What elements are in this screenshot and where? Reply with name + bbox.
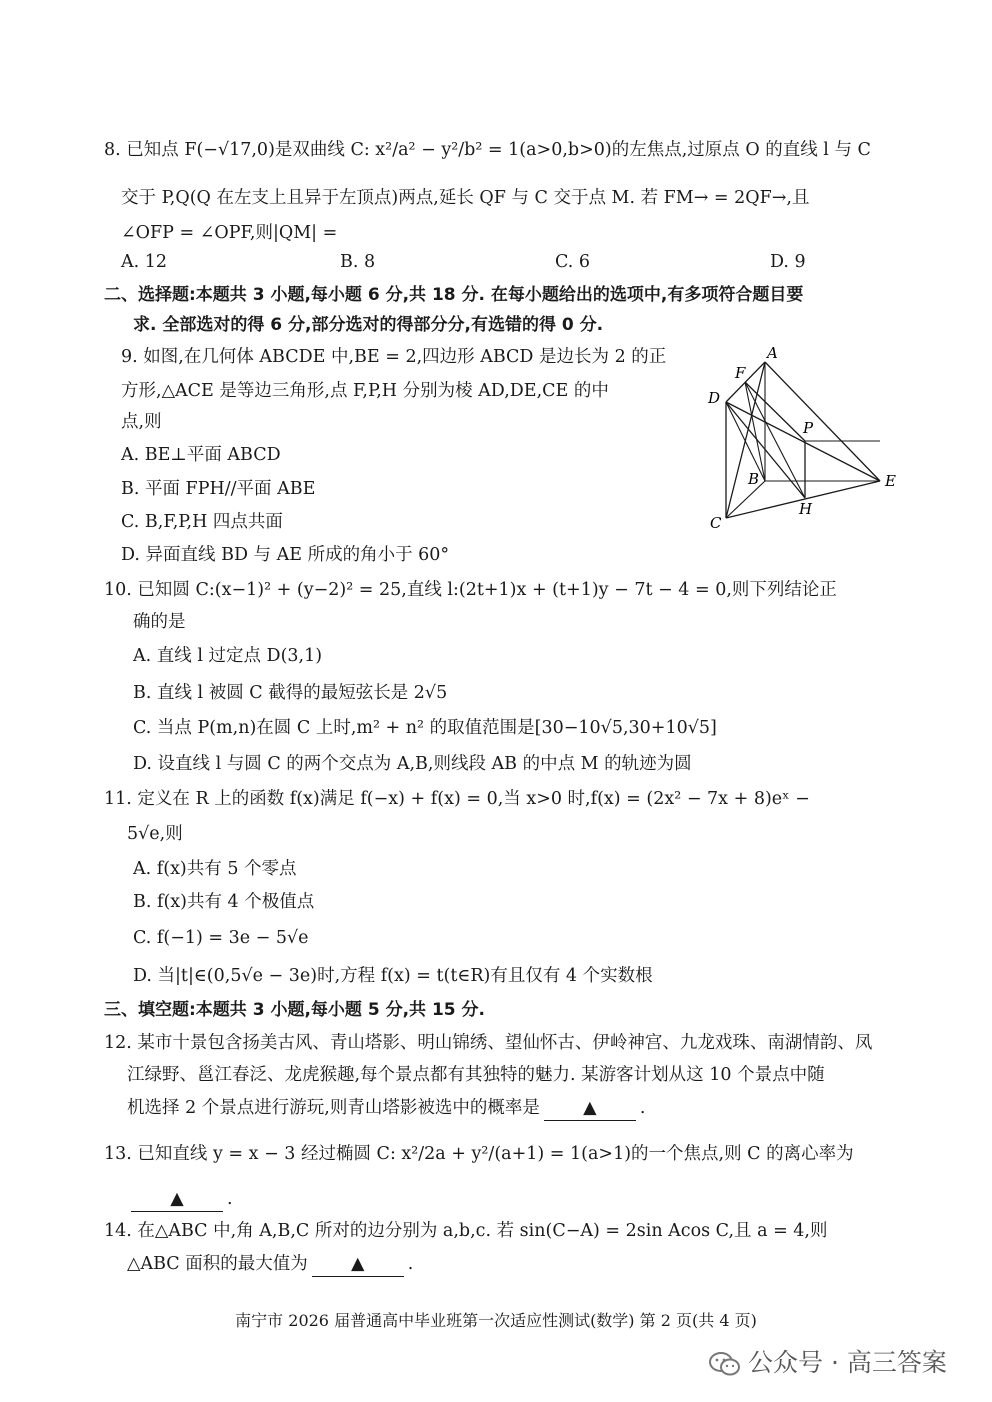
q8-line2: 交于 P,Q(Q 在左支上且异于左顶点)两点,延长 QF 与 C 交于点 M. 若 FM→ = 2QF→,且	[121, 188, 810, 208]
q13-answer-blank[interactable]	[131, 1187, 223, 1212]
q14-line2	[127, 1252, 413, 1277]
q9-option-a: A. BE⊥平面 ABCD	[121, 445, 281, 465]
watermark	[708, 1346, 947, 1380]
q8-option-a: A. 12	[121, 252, 168, 272]
q8-line1: 8. 已知点 F(−√17,0)是双曲线 C: x²/a² − y²/b² = 1(a>0,b>0)的左焦点,过原点 O 的直线 l 与 C	[104, 140, 871, 160]
q10-line2: 确的是	[133, 612, 186, 632]
q11-line2: 5√e,则	[127, 824, 183, 844]
q14-line2-text: △ABC 面积的最大值为	[127, 1254, 308, 1274]
q9-option-b: B. 平面 FPH//平面 ABE	[121, 479, 316, 499]
blank-triangle-icon: ▲	[351, 1254, 365, 1274]
q11-option-a: A. f(x)共有 5 个零点	[133, 859, 297, 879]
blank-triangle-icon: ▲	[170, 1189, 184, 1209]
q11-line1: 11. 定义在 R 上的函数 f(x)满足 f(−x) + f(x) = 0,当 x>0 时,f(x) = (2x² − 7x + 8)eˣ −	[104, 789, 810, 809]
q8-option-d: D. 9	[770, 252, 806, 272]
figure-label-b: B	[748, 470, 760, 488]
q9-line2: 方形,△ACE 是等边三角形,点 F,P,H 分别为棱 AD,DE,CE 的中	[121, 381, 609, 401]
blank-triangle-icon: ▲	[583, 1098, 597, 1118]
figure-label-c: C	[710, 514, 722, 532]
figure-label-h: H	[799, 500, 813, 518]
watermark-text: 公众号 · 高三答案	[748, 1348, 947, 1377]
q10-option-d: D. 设直线 l 与圆 C 的两个交点为 A,B,则线段 AB 的中点 M 的轨迹为圆	[133, 754, 692, 774]
q10-line1: 10. 已知圆 C:(x−1)² + (y−2)² = 25,直线 l:(2t+1)x + (t+1)y − 7t − 4 = 0,则下列结论正	[104, 580, 837, 600]
wechat-icon	[708, 1351, 742, 1377]
q14-line2-end: .	[407, 1254, 414, 1274]
figure-label-a: A	[767, 344, 778, 362]
figure-label-e: E	[885, 472, 896, 490]
q9-option-d: D. 异面直线 BD 与 AE 所成的角小于 60°	[121, 545, 450, 565]
q9-line1: 9. 如图,在几何体 ABCDE 中,BE = 2,四边形 ABCD 是边长为 2 的正	[121, 347, 667, 367]
q12-answer-blank[interactable]	[544, 1096, 636, 1121]
q13-line2-end: .	[227, 1189, 233, 1209]
q8-option-c: C. 6	[555, 252, 591, 272]
figure-label-d: D	[708, 389, 721, 407]
q14-line1: 14. 在△ABC 中,角 A,B,C 所对的边分别为 a,b,c. 若 sin(C−A) = 2sin Acos C,且 a = 4,则	[104, 1221, 828, 1241]
q11-option-d: D. 当|t|∈(0,5√e − 3e)时,方程 f(x) = t(t∈R)有且仅有 4 个实数根	[133, 966, 653, 986]
q12-line3-text: 机选择 2 个景点进行游玩,则青山塔影被选中的概率是	[127, 1098, 540, 1118]
q13-line1: 13. 已知直线 y = x − 3 经过椭圆 C: x²/2a + y²/(a+1) = 1(a>1)的一个焦点,则 C 的离心率为	[104, 1144, 854, 1164]
figure-label-p: P	[803, 419, 814, 437]
q8-option-b: B. 8	[340, 252, 376, 272]
q11-option-b: B. f(x)共有 4 个极值点	[133, 892, 315, 912]
q10-option-c: C. 当点 P(m,n)在圆 C 上时,m² + n² 的取值范围是[30−10√5,30+10√5]	[133, 718, 717, 738]
q9-line3: 点,则	[121, 412, 162, 432]
section3-header: 三、填空题:本题共 3 小题,每小题 5 分,共 15 分.	[104, 1000, 485, 1020]
section2-header-line2: 求. 全部选对的得 6 分,部分选对的得部分分,有选错的得 0 分.	[133, 315, 604, 335]
q8-line3: ∠OFP = ∠OPF,则|QM| =	[121, 223, 338, 243]
q13-line2	[127, 1187, 233, 1212]
section2-header-line1: 二、选择题:本题共 3 小题,每小题 6 分,共 18 分. 在每小题给出的选项中,有多项符合题目要	[104, 285, 804, 305]
figure-label-f: F	[735, 364, 746, 382]
q12-line3	[127, 1096, 645, 1121]
q10-option-a: A. 直线 l 过定点 D(3,1)	[133, 646, 323, 666]
q14-answer-blank[interactable]	[312, 1252, 404, 1277]
page-footer: 南宁市 2026 届普通高中毕业班第一次适应性测试(数学) 第 2 页(共 4 页)	[235, 1311, 757, 1330]
q9-geometry-figure	[700, 340, 910, 535]
q9-option-c: C. B,F,P,H 四点共面	[121, 512, 283, 532]
q12-line2: 江绿野、邕江春泛、龙虎猴趣,每个景点都有其独特的魅力. 某游客计划从这 10 个景点中随	[127, 1065, 825, 1085]
q11-option-c: C. f(−1) = 3e − 5√e	[133, 928, 309, 948]
q12-line1: 12. 某市十景包含扬美古风、青山塔影、明山锦绣、望仙怀古、伊岭神宫、九龙戏珠、南湖情韵、凤	[104, 1033, 873, 1053]
q10-option-b: B. 直线 l 被圆 C 截得的最短弦长是 2√5	[133, 683, 448, 703]
q12-line3-end: .	[639, 1098, 646, 1118]
